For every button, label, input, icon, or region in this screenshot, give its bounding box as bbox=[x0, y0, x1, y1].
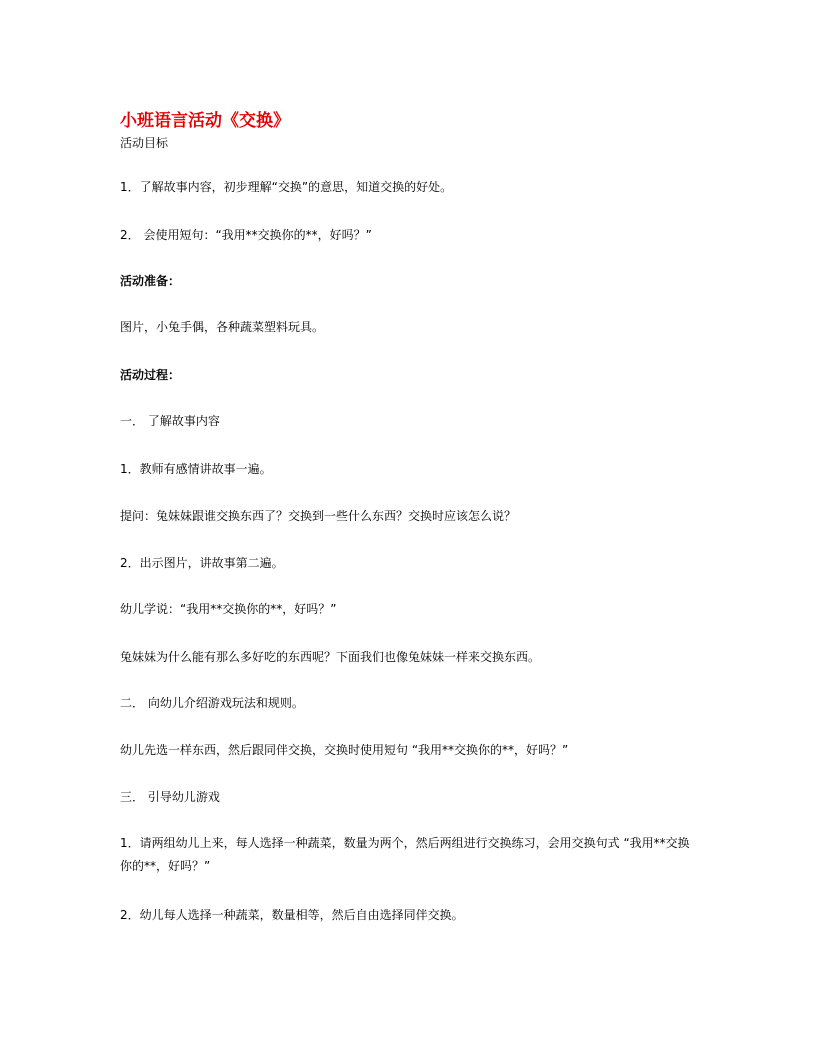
step3-item-1: 1．请两组幼儿上来，每人选择一种蔬菜，数量为两个，然后两组进行交换练习，会用交换句式 “我用**交换你的**，好吗？” bbox=[120, 836, 690, 873]
step1-question: 提问：兔妹妹跟谁交换东西了？交换到一些什么东西？交换时应该怎么说？ bbox=[120, 509, 517, 523]
document-title: 小班语言活动《交换》 bbox=[120, 111, 290, 131]
step1-heading: 一． 了解故事内容 bbox=[120, 414, 220, 428]
goal-item-1: 1．了解故事内容，初步理解“交换”的意思，知道交换的好处。 bbox=[120, 180, 453, 194]
step2-text: 幼儿先选一样东西，然后跟同伴交换，交换时使用短句 “我用**交换你的**，好吗？” bbox=[120, 743, 569, 757]
step3-heading: 三． 引导幼儿游戏 bbox=[120, 790, 220, 804]
process-heading: 活动过程： bbox=[120, 368, 181, 382]
step1-why: 兔妹妹为什么能有那么多好吃的东西呢？下面我们也像兔妹妹一样来交换东西。 bbox=[120, 650, 541, 664]
step2-heading: 二． 向幼儿介绍游戏玩法和规则。 bbox=[120, 696, 304, 710]
step1-item-2: 2．出示图片，讲故事第二遍。 bbox=[120, 556, 284, 570]
step3-item-2: 2．幼儿每人选择一种蔬菜，数量相等，然后自由选择同伴交换。 bbox=[120, 908, 464, 922]
prep-heading: 活动准备： bbox=[120, 274, 181, 288]
goal-item-2: 2． 会使用短句：“我用**交换你的**，好吗？” bbox=[120, 228, 372, 242]
prep-text: 图片，小兔手偶，各种蔬菜塑料玩具。 bbox=[120, 320, 325, 334]
step1-item-1: 1．教师有感情讲故事一遍。 bbox=[120, 462, 272, 476]
step1-learn: 幼儿学说：“我用**交换你的**，好吗？” bbox=[120, 602, 337, 616]
goal-heading: 活动目标 bbox=[120, 136, 169, 150]
